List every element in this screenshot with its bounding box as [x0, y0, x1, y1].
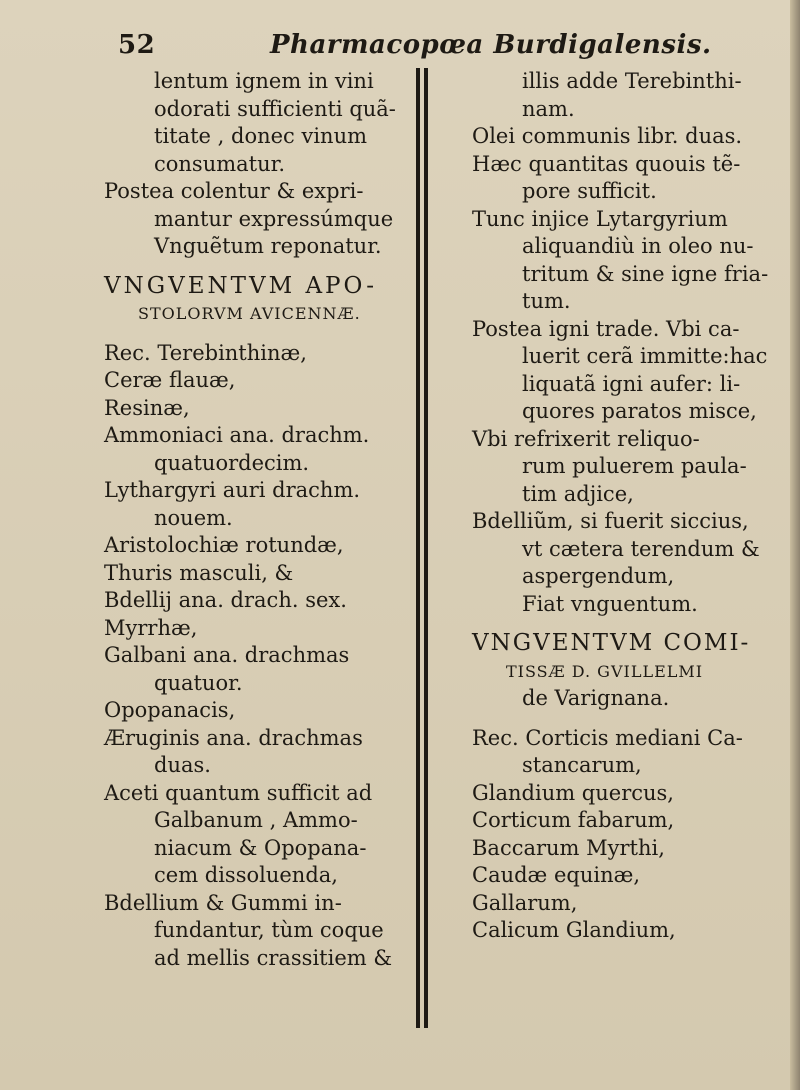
left-column-line: Ammoniaci ana. drachm. [104, 423, 370, 447]
left-column-line: Aristolochiæ rotundæ, [104, 533, 344, 557]
right-column-line: aliquandiù in oleo nu- [522, 234, 754, 258]
left-column-line: quatuordecim. [154, 450, 310, 475]
right-column-line: Fiat vnguentum. [522, 591, 698, 616]
left-column-line: niacum & Opopana- [154, 835, 367, 860]
left-column-line: STOLORVM AVICENNÆ. [138, 304, 361, 323]
right-column-line: Baccarum Myrthi, [472, 835, 665, 860]
right-column-line: luerit cerã immitte:hac [522, 344, 768, 368]
right-column-line: Postea igni trade. Vbi ca- [472, 316, 740, 341]
left-column-line: Æruginis ana. drachmas [104, 725, 363, 750]
right-column-line: tum. [522, 289, 571, 313]
left-column-line: Lythargyri auri drachm. [104, 478, 361, 502]
right-column-line: Corticum fabarum, [472, 808, 675, 832]
left-column [104, 68, 404, 972]
right-column-line: illis adde Terebinthi- [522, 69, 742, 93]
right-column-line: de Varignana. [522, 686, 670, 710]
left-column-line: ad mellis crassitiem & [154, 945, 393, 970]
left-column-line: Ceræ flauæ, [104, 368, 236, 392]
left-column-line: Opopanacis, [104, 698, 236, 722]
left-column-line: Rec. Terebinthinæ, [104, 340, 307, 365]
left-column-line: Aceti quantum sufficit ad [104, 780, 373, 805]
left-column-line: Bdellium & Gummi in- [104, 890, 342, 915]
column-divider-rule [416, 68, 428, 1028]
right-column-line: nam. [522, 96, 575, 121]
right-column-line: Vbi refrixerit reliquo- [472, 426, 700, 451]
left-column-line: odorati sufficienti quã- [154, 96, 396, 121]
left-column-line: mantur expressúmque [154, 206, 394, 231]
left-column-line: fundantur, tùm coque [154, 918, 384, 942]
right-column-line: tritum & sine igne fria- [522, 261, 769, 286]
right-column-line: Bdelliũm, si fuerit siccius, [472, 509, 749, 533]
right-column-line: Olei communis libr. duas. [472, 124, 743, 148]
right-column-line: Rec. Corticis mediani Ca- [472, 725, 743, 750]
right-column-line: pore sufficit. [522, 179, 657, 203]
right-column-line: aspergendum, [522, 564, 675, 588]
page-number: 52 [118, 30, 156, 60]
right-column-line: Tunc injice Lytargyrium [472, 206, 728, 231]
left-column-line: Galbani ana. drachmas [104, 643, 350, 667]
left-column-line: VNGVENTVM APO- [104, 272, 377, 299]
left-column-line: nouem. [154, 505, 233, 530]
page-edge-shadow [790, 0, 800, 1090]
right-column-line: quores paratos misce, [522, 399, 757, 423]
left-column-line: Myrrhæ, [104, 615, 198, 640]
right-column-line: stancarum, [522, 753, 642, 777]
left-column-line: quatuor. [154, 670, 243, 695]
right-column-line: vt cætera terendum & [522, 536, 760, 561]
left-column-line: consumatur. [154, 151, 286, 176]
right-column-line: Gallarum, [472, 890, 578, 915]
left-column-line: cem dissoluenda, [154, 863, 338, 887]
right-column [472, 68, 772, 945]
right-column-line: Calicum Glandium, [472, 918, 676, 942]
left-column-line: Vnguẽtum reponatur. [154, 234, 382, 258]
right-column-line: rum puluerem paula- [522, 454, 747, 478]
left-column-line: Postea colentur & expri- [104, 179, 364, 203]
left-column-line: Galbanum , Ammo- [154, 808, 358, 832]
right-column-line: Glandium quercus, [472, 780, 674, 805]
left-column-line: Bdellij ana. drach. sex. [104, 588, 347, 612]
right-column-line: Caudæ equinæ, [472, 863, 641, 887]
running-title: Pharmacopœa Burdigalensis. [270, 30, 712, 60]
left-column-line: Thuris masculi, & [104, 560, 294, 585]
right-column-line: liquatã igni aufer: li- [522, 371, 741, 396]
right-column-line: Hæc quantitas quouis tẽ- [472, 151, 741, 176]
right-column-line: VNGVENTVM COMI- [472, 630, 751, 656]
left-column-line: titate , donec vinum [154, 124, 368, 148]
left-column-line: duas. [154, 753, 211, 777]
left-column-line: lentum ignem in vini [154, 69, 374, 93]
right-column-line: TISSÆ D. GVILLELMI [506, 661, 704, 681]
right-column-line: tim adjice, [522, 481, 634, 506]
left-column-line: Resinæ, [104, 395, 190, 420]
